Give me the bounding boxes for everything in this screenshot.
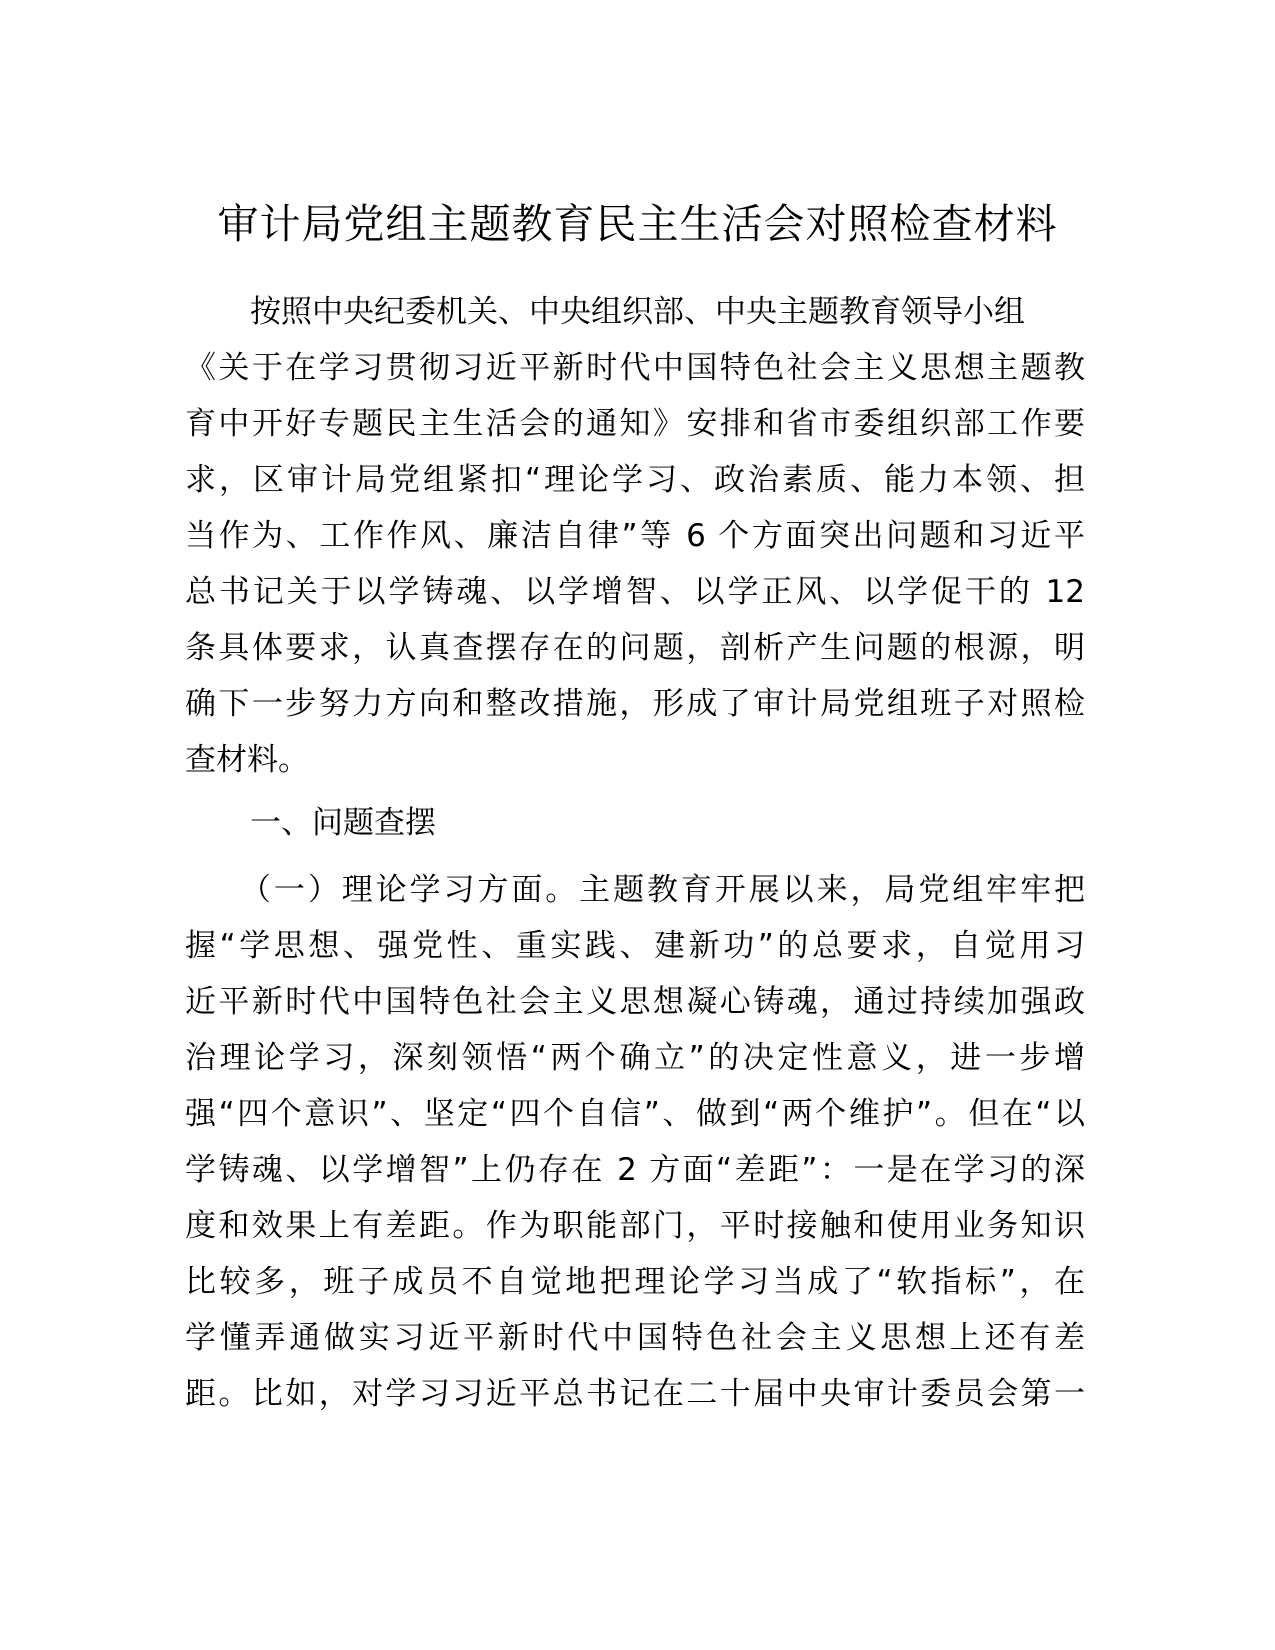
paragraph-line: 强“四个意识”、坚定“四个自信”、做到“两个维护”。但在“以 (185, 1096, 1085, 1132)
paragraph-line: 条具体要求，认真查摆存在的问题，剖析产生问题的根源，明 (185, 630, 1085, 666)
paragraph-line: 学懂弄通做实习近平新时代中国特色社会主义思想上还有差 (185, 1320, 1085, 1356)
paragraph-line: 学铸魂、以学增智”上仍存在 2 方面“差距”：一是在学习的深 (185, 1152, 1085, 1188)
paragraph-line: 确下一步努力方向和整改措施，形成了审计局党组班子对照检 (185, 686, 1085, 722)
paragraph-line: 距。比如，对学习习近平总书记在二十届中央审计委员会第一 (185, 1376, 1085, 1412)
paragraph-line: 按照中央纪委机关、中央组织部、中央主题教育领导小组 (250, 294, 1025, 330)
paragraph-line: 总书记关于以学铸魂、以学增智、以学正风、以学促干的 12 (185, 574, 1085, 610)
paragraph-line: 求，区审计局党组紧扣“理论学习、政治素质、能力本领、担 (185, 462, 1085, 498)
paragraph-line: 握“学思想、强党性、重实践、建新功”的总要求，自觉用习 (185, 928, 1085, 964)
paragraph-line: 育中开好专题民主生活会的通知》安排和省市委组织部工作要 (185, 406, 1085, 442)
paragraph-line: （一）理论学习方面。主题教育开展以来，局党组牢牢把 (240, 872, 1085, 908)
paragraph-line: 《关于在学习贯彻习近平新时代中国特色社会主义思想主题教 (185, 350, 1085, 386)
section-heading: 一、问题查摆 (250, 805, 436, 841)
paragraph-line: 近平新时代中国特色社会主义思想凝心铸魂，通过持续加强政 (185, 984, 1085, 1020)
document-title: 审计局党组主题教育民主生活会对照检查材料 (217, 200, 1058, 248)
paragraph-line: 治理论学习，深刻领悟“两个确立”的决定性意义，进一步增 (185, 1040, 1085, 1076)
paragraph-line: 比较多，班子成员不自觉地把理论学习当成了“软指标”，在 (185, 1264, 1085, 1300)
paragraph-line: 查材料。 (185, 742, 309, 778)
paragraph-line: 当作为、工作作风、廉洁自律”等 6 个方面突出问题和习近平 (185, 518, 1085, 554)
paragraph-line: 度和效果上有差距。作为职能部门，平时接触和使用业务知识 (185, 1208, 1085, 1244)
